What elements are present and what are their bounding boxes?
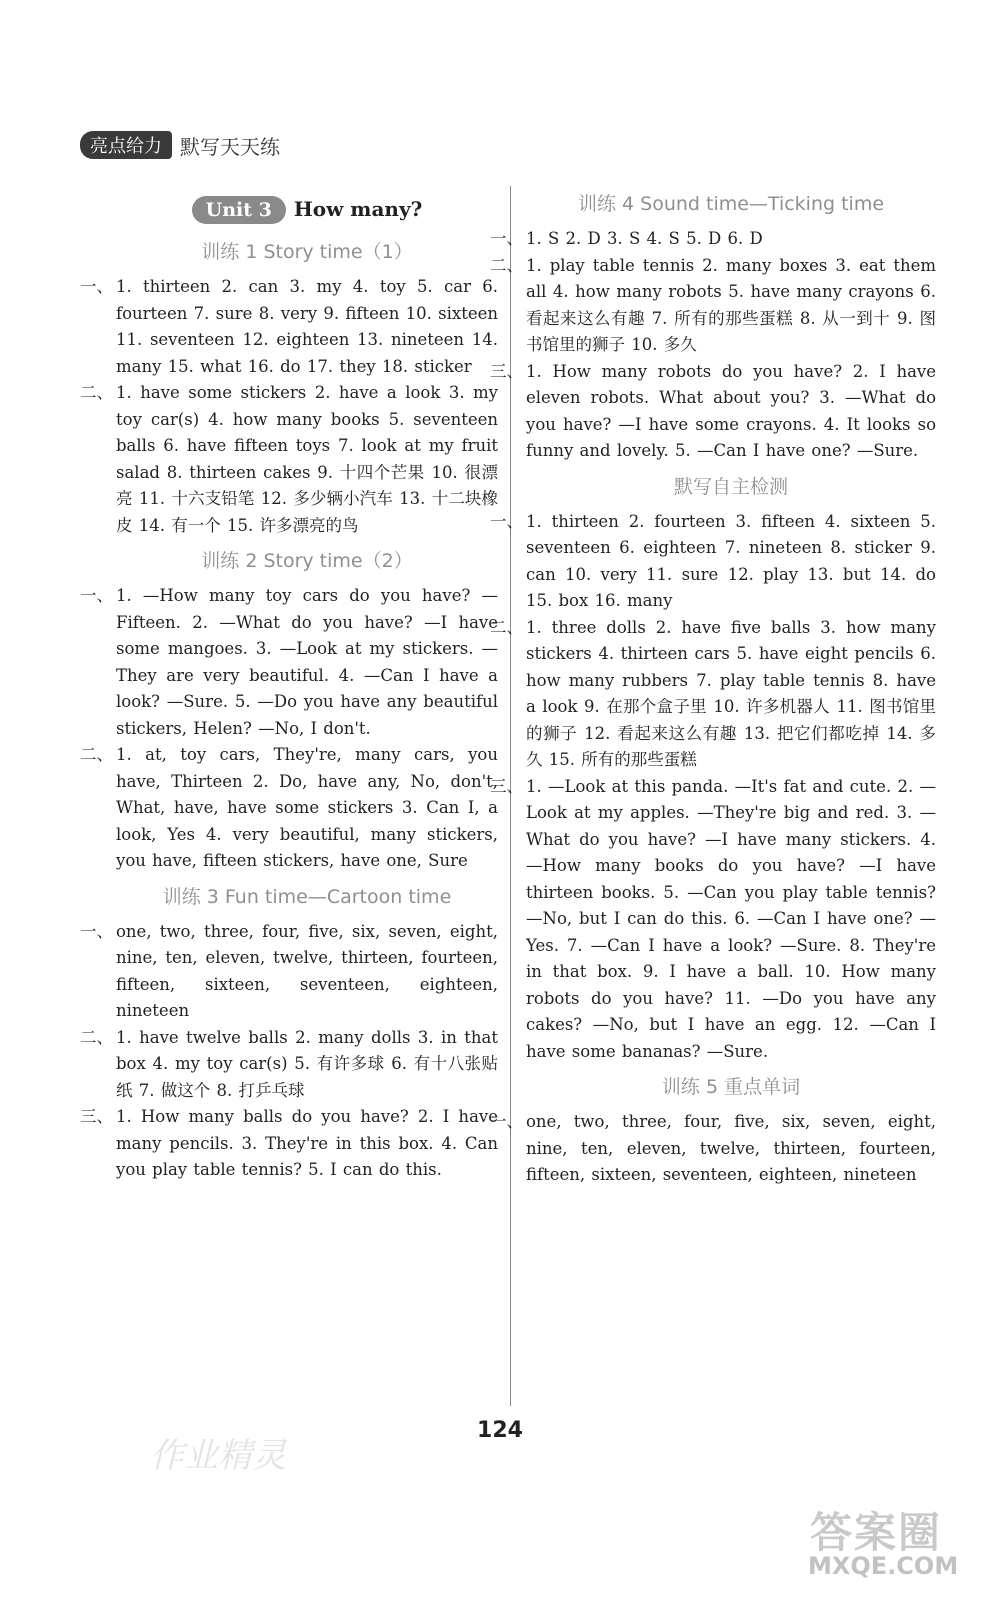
brand-badge: 亮点给力 <box>80 131 172 159</box>
answer-text: 1. play table tennis 2. many boxes 3. eat them all 4. how many robots 5. have many crayons 6. 看起来这么有趣 7. 所有的那些蛋糕 8. 从一到十 9. 图书馆里的狮子 10. 多久 <box>526 255 936 354</box>
answer-text: 1. How many robots do you have? 2. I have eleven robots. What about you? 3. —What do you have? —I have some crayons. 4. It looks so funny and lovely. 5. —Can I have one? —Sure. <box>526 361 936 460</box>
item-marker: 一、 <box>80 921 113 941</box>
exercise-block <box>80 1025 498 1105</box>
item-marker: 一、 <box>490 229 523 248</box>
exercise-block <box>490 774 936 1066</box>
answer-text: 1. S 2. D 3. S 4. S 5. D 6. D <box>526 229 763 248</box>
exercise-block <box>80 380 498 539</box>
exercise-block <box>490 1109 936 1189</box>
section-title: 训练 5 重点单词 <box>661 1076 801 1098</box>
unit-heading: How many? <box>293 197 423 221</box>
section-title: 训练 1 Story time（1） <box>201 241 413 263</box>
exercise-block <box>490 615 936 774</box>
unit-badge: Unit 3 <box>192 196 286 224</box>
exercise-block <box>490 253 936 359</box>
exercise-block <box>490 359 936 465</box>
section-title: 训练 3 Fun time—Cartoon time <box>162 885 452 908</box>
answer-text: 1. How many balls do you have? 2. I have many pencils. 3. They're in this box. 4. Can you play table tennis? 5. I can do this. <box>116 1107 498 1179</box>
exercise-block <box>80 919 498 1025</box>
exercise-block <box>490 226 936 253</box>
exercise-block <box>80 742 498 875</box>
exercise-block <box>80 274 498 380</box>
answer-text: 1. at, toy cars, They're, many cars, you have, Thirteen 2. Do, have any, No, don't, What, have, have some stickers 3. Can I, a look, Yes 4. very beautiful, many stickers, you have, fifteen stickers, have one, Sure <box>116 745 498 870</box>
item-marker: 一、 <box>490 1112 523 1131</box>
item-marker: 二、 <box>490 617 523 637</box>
item-marker: 三、 <box>490 776 523 796</box>
exercise-block <box>490 509 936 615</box>
item-marker: 二、 <box>80 383 113 402</box>
answer-text: 1. —Look at this panda. —It's fat and cute. 2. —Look at my apples. —They're big and red. 3. —What do you have? —I have many stickers. 4. —How many books do you have? —I have thirteen books. 5. —Can you play table tennis? —No, but I can do this. 6. —Can I have one? —Yes. 7. —Can I have a look? —Sure. 8. They're in that box. 9. I have a ball. 10. How many robots do you have? 11. —Do you have any cakes? —No, but I have an egg. 12. —Can I have some bananas? —Sure. <box>526 776 936 1061</box>
exercise-block <box>80 583 498 742</box>
item-marker: 一、 <box>490 511 523 531</box>
watermark-faint: 作业精灵 <box>150 1436 286 1476</box>
item-marker: 三、 <box>80 1107 113 1126</box>
watermark-url: MXQE.COM <box>808 1552 959 1580</box>
left-column <box>80 190 498 1184</box>
item-marker: 二、 <box>80 745 113 764</box>
item-marker: 三、 <box>490 361 523 381</box>
answer-text: 1. have twelve balls 2. many dolls 3. in that box 4. my toy car(s) 5. 有许多球 6. 有十八张贴纸 7. 做这个 8. 打乒乓球 <box>116 1027 498 1100</box>
answer-text: 1. three dolls 2. have five balls 3. how many stickers 4. thirteen cars 5. have eight pencils 6. how many rubbers 7. play table tennis 8. have a look 9. 在那个盒子里 10. 许多机器人 11. 图书馆里的狮子 12. 看起来这么有趣 13. 把它们都吃掉 14. 多久 15. 所有的那些蛋糕 <box>526 617 936 769</box>
section-title: 训练 2 Story time（2） <box>201 550 413 572</box>
answer-text: 1. —How many toy cars do you have? —Fifteen. 2. —What do you have? —I have some mangoes. 3. —Look at my stickers. —They are very beautiful. 4. —Can I have a look? —Sure. 5. —Do you have any beautiful stickers, Helen? —No, I don't. <box>116 586 498 738</box>
item-marker: 二、 <box>490 255 523 275</box>
answer-text: 1. thirteen 2. can 3. my 4. toy 5. car 6. fourteen 7. sure 8. very 9. fifteen 10. sixteen 11. seventeen 12. eighteen 13. nineteen 14. many 15. what 16. do 17. they 18. sticker <box>116 277 498 376</box>
section-title: 训练 4 Sound time—Ticking time <box>577 193 885 215</box>
unit-title <box>116 196 498 224</box>
item-marker: 一、 <box>80 586 113 605</box>
section-title: 默写自主检测 <box>673 475 788 498</box>
item-marker: 一、 <box>80 277 113 296</box>
header-subtitle: 默写天天练 <box>180 134 280 159</box>
item-marker: 二、 <box>80 1027 113 1047</box>
page-header <box>80 132 280 158</box>
exercise-block <box>80 1104 498 1184</box>
answer-text: 1. thirteen 2. fourteen 3. fifteen 4. sixteen 5. seventeen 6. eighteen 7. nineteen 8. sticker 9. can 10. very 11. sure 12. play 13. but 14. do 15. box 16. many <box>526 511 936 610</box>
answer-text: one, two, three, four, five, six, seven, eight, nine, ten, eleven, twelve, thirteen, fourteen, fifteen, sixteen, seventeen, eighteen, nineteen <box>116 921 498 1020</box>
page-number: 124 <box>477 1418 523 1443</box>
right-column <box>490 190 936 1189</box>
watermark-logo: 答案圈 <box>810 1508 943 1557</box>
answer-text: one, two, three, four, five, six, seven, eight, nine, ten, eleven, twelve, thirteen, fourteen, fifteen, sixteen, seventeen, eighteen, nineteen <box>526 1112 936 1184</box>
answer-text: 1. have some stickers 2. have a look 3. my toy car(s) 4. how many books 5. seventeen balls 6. have fifteen toys 7. look at my fruit salad 8. thirteen cakes 9. 十四个芒果 10. 很漂亮 11. 十六支铅笔 12. 多少辆小汽车 13. 十二块橡皮 14. 有一个 15. 许多漂亮的鸟 <box>116 383 498 535</box>
